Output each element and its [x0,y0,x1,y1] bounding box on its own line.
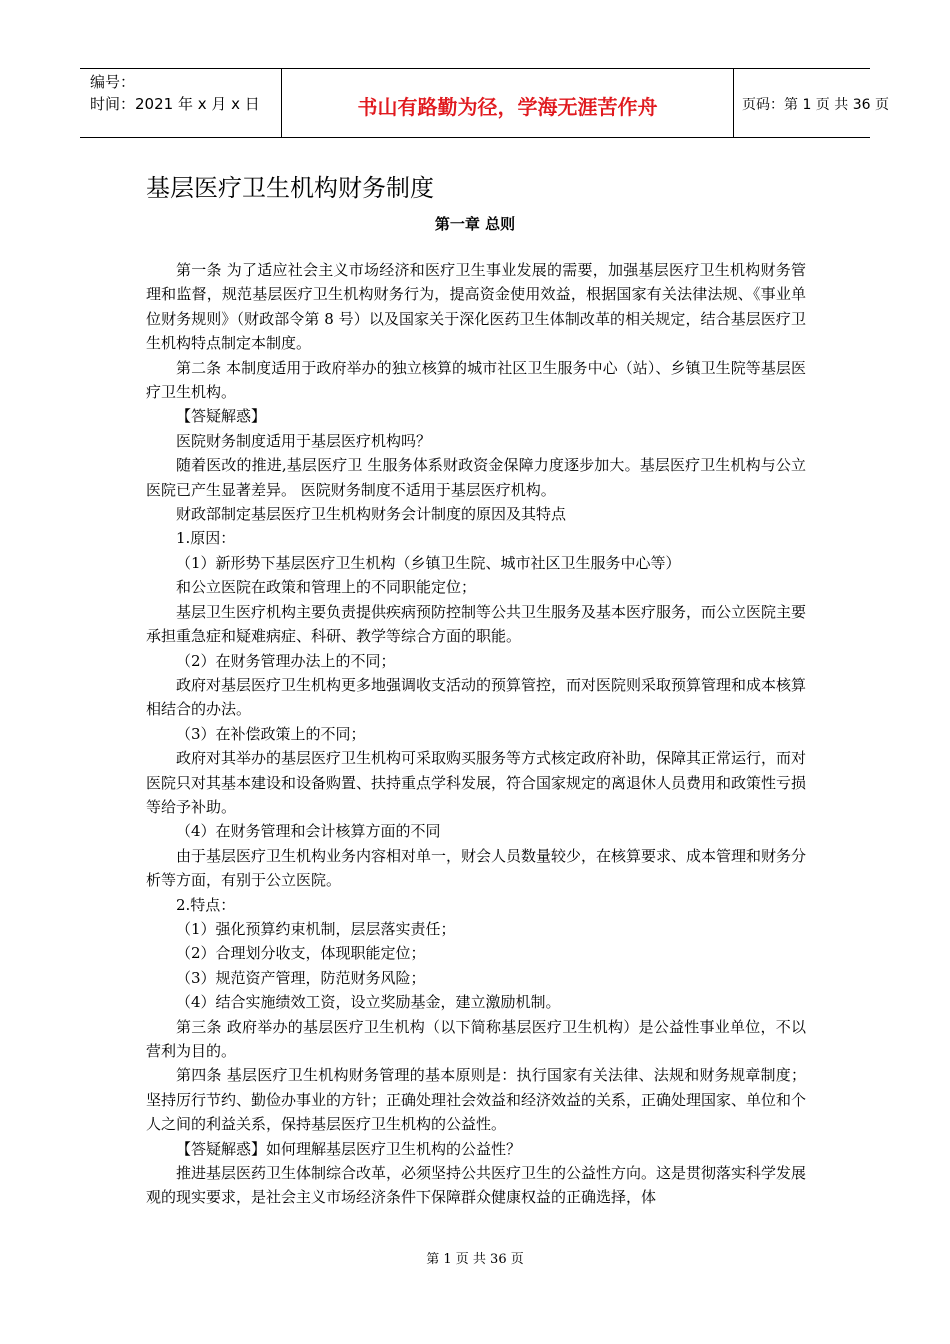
paragraph-article-4: 第四条 基层医疗卫生机构财务管理的基本原则是：执行国家有关法律、法规和财务规章制度；坚持厉行节约、勤俭办事业的方针；正确处理社会效益和经济效益的关系，正确处理国家、单位和个人之间的利益关系，保持基层医疗卫生机构的公益性。 [146,1066,807,1134]
header-info-cell [80,69,282,137]
paragraph-reason-1-detail: 基层卫生医疗机构主要负责提供疾病预防控制等公共卫生服务及基本医疗服务，而公立医院主要承担重急症和疑难病症、科研、教学等综合方面的职能。 [146,602,807,646]
paragraph-feature-4: （4）结合实施绩效工资，设立奖励基金，建立激励机制。 [176,993,561,1012]
header-motto: 书山有路勤为径，学海无涯苦作舟 [357,95,658,119]
paragraph-feature-label: 2.特点： [176,895,236,914]
chapter-heading: 第一章 总则 [434,215,516,233]
paragraph-question: 医院财务制度适用于基层医疗机构吗？ [176,431,432,450]
paragraph-answer: 随着医改的推进,基层医疗卫 生服务体系财政资金保障力度逐步加大。基层医疗卫生机构与公立医院已产生显著差异。 医院财务制度不适用于基层医疗机构。 [146,456,806,499]
document-title: 基层医疗卫生机构财务制度 [146,174,434,202]
paragraph-article-2: 第二条 本制度适用于政府举办的独立核算的城市社区卫生服务中心（站）、乡镇卫生院等基层医疗卫生机构。 [146,358,806,402]
header-page-cell [734,69,889,137]
header-page-label: 页码：第 1 页 共 36 页 [742,97,889,113]
paragraph-reason-1-cont: 和公立医院在政策和管理上的不同职能定位； [176,578,477,597]
paragraph-qa-heading: 【答疑解惑】 [176,407,267,426]
paragraph-reason-2-detail: 政府对基层医疗卫生机构更多地强调收支活动的预算管控，而对医院则采取预算管理和成本核算相结合的办法。 [146,675,807,719]
page-footer: 第 1 页 共 36 页 [426,1252,524,1267]
document-body [146,258,806,1210]
document-time-label: 时间：2021 年 x 月 x 日 [90,95,260,113]
paragraph-qa-public-welfare: 【答疑解惑】如何理解基层医疗卫生机构的公益性？ [176,1139,522,1158]
paragraph-feature-2: （2）合理划分收支，体现职能定位； [176,944,426,963]
paragraph-feature-3: （3）规范资产管理，防范财务风险； [176,968,426,987]
paragraph-reason-3-detail: 政府对其举办的基层医疗卫生机构可采取购买服务等方式核定政府补助，保障其正常运行，而对医院只对其基本建设和设备购置、扶持重点学科发展，符合国家规定的离退休人员费用和政策性亏损等给予补助。 [146,749,807,816]
paragraph-reason-4: （4）在财务管理和会计核算方面的不同 [176,822,441,841]
paragraph-feature-1: （1）强化预算约束机制，层层落实责任； [176,919,456,938]
paragraph-reason-2: （2）在财务管理办法上的不同； [176,651,396,670]
page-header [80,68,889,138]
paragraph-reason-title: 财政部制定基层医疗卫生机构财务会计制度的原因及其特点 [176,505,567,524]
paragraph-reason-3: （3）在补偿政策上的不同； [176,724,366,743]
paragraph-article-3: 第三条 政府举办的基层医疗卫生机构（以下简称基层医疗卫生机构）是公益性事业单位，不以营利为目的。 [146,1017,806,1060]
paragraph-reason-1: （1）新形势下基层医疗卫生机构（乡镇卫生院、城市社区卫生服务中心等） [176,553,681,572]
paragraph-article-1: 第一条 为了适应社会主义市场经济和医疗卫生事业发展的需要，加强基层医疗卫生机构财务管理和监督，规范基层医疗卫生机构财务行为，提高资金使用效益，根据国家有关法律法规、《事业单位财务规则》（财政部令第 8 号）以及国家关于深化医药卫生体制改革的相关规定，结合基层医疗卫生机构特点制定本制度。 [146,261,806,353]
paragraph-public-welfare-answer: 推进基层医药卫生体制综合改革，必须坚持公共医疗卫生的公益性方向。这是贯彻落实科学发展观的现实要求，是社会主义市场经济条件下保障群众健康权益的正确选择，体 [146,1164,807,1207]
header-motto-cell [282,69,734,137]
paragraph-reason-label: 1.原因： [176,529,236,548]
document-number-label: 编号： [90,73,136,91]
paragraph-reason-4-detail: 由于基层医疗卫生机构业务内容相对单一，财会人员数量较少，在核算要求、成本管理和财务分析等方面，有别于公立医院。 [146,846,807,890]
